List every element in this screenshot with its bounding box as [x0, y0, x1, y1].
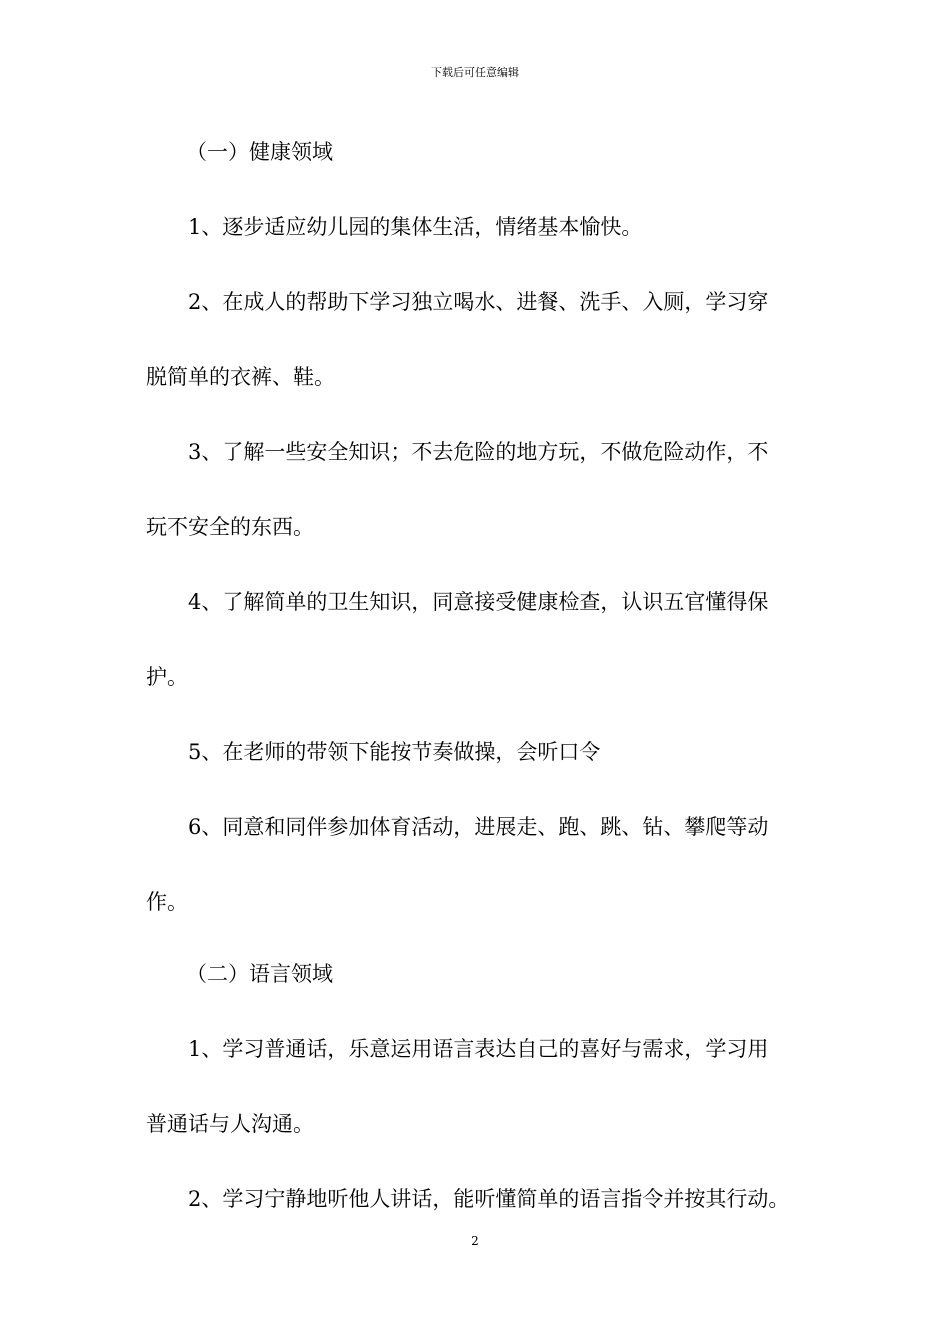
- page-header: 下载后可任意编辑: [431, 66, 519, 79]
- paragraph-line: 1、学习普通话，乐意运用语言表达自己的喜好与需求，学习用: [188, 1037, 769, 1061]
- paragraph-line: 4、了解简单的卫生知识，同意接受健康检查，认识五官懂得保: [188, 590, 769, 614]
- paragraph-line: 脱简单的衣裤、鞋。: [146, 365, 335, 389]
- paragraph-line: 1、逐步适应幼儿园的集体生活，情绪基本愉快。: [188, 215, 643, 239]
- paragraph-line: 作。: [146, 890, 188, 914]
- heading-language: （二）语言领域: [186, 962, 333, 986]
- paragraph-line: 6、同意和同伴参加体育活动，进展走、跑、跳、钻、攀爬等动: [188, 815, 769, 839]
- paragraph-line: 3、了解一些安全知识；不去危险的地方玩，不做危险动作，不: [188, 440, 769, 464]
- paragraph-line: 玩不安全的东西。: [146, 515, 314, 539]
- paragraph-line: 护。: [146, 665, 188, 689]
- heading-health: （一）健康领域: [186, 140, 333, 164]
- paragraph-line: 2、学习宁静地听他人讲话，能听懂简单的语言指令并按其行动。: [188, 1187, 790, 1211]
- paragraph-line: 普通话与人沟通。: [146, 1112, 314, 1136]
- page-number: 2: [471, 1234, 479, 1248]
- paragraph-line: 5、在老师的带领下能按节奏做操，会听口令: [188, 740, 601, 764]
- paragraph-line: 2、在成人的帮助下学习独立喝水、进餐、洗手、入厕，学习穿: [188, 290, 769, 314]
